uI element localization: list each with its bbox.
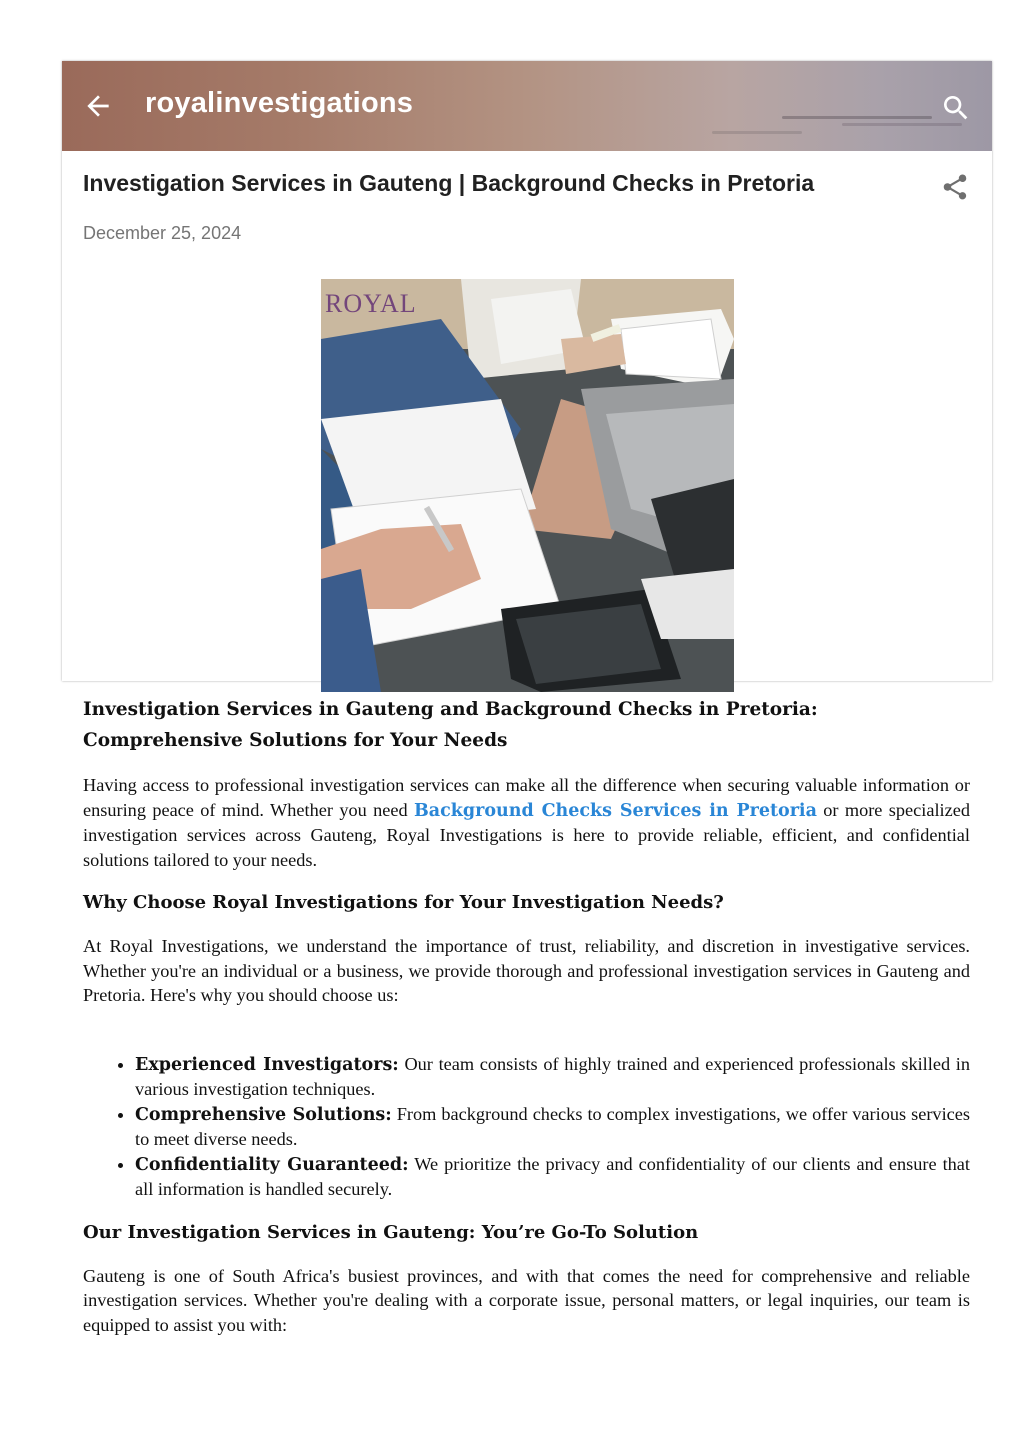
list-item: [135, 1052, 970, 1102]
reasons-list: [83, 1052, 970, 1202]
post-title: Investigation Services in Gauteng | Background Checks in Pretoria: [83, 170, 815, 196]
header-decoration: [712, 131, 802, 134]
why-paragraph: At Royal Investigations, we understand the importance of trust, reliability, and discretion in investigative services. Whether you're an individual or a business, we provide thorough and professional investigation services in Gauteng and Pretoria. Here's why you should choose us:: [83, 936, 970, 1005]
share-button[interactable]: [940, 172, 970, 202]
reason-title: Confidentiality Guaranteed:: [135, 1154, 409, 1175]
intro-paragraph: [83, 773, 970, 872]
arrow-back-icon: [82, 90, 114, 122]
reason-title: Experienced Investigators:: [135, 1054, 399, 1075]
post-date: December 25, 2024: [83, 223, 242, 243]
post-image: [321, 279, 734, 692]
list-item: [135, 1152, 970, 1202]
intro-text-after: or more specialized investigation services across Gauteng, Royal Investigations is here to provide reliable, efficient, and confidential solutions tailored to your needs.: [83, 799, 970, 870]
search-button[interactable]: [940, 92, 972, 124]
meeting-photo: [321, 279, 734, 692]
why-heading: Why Choose Royal Investigations for Your Investigation Needs?: [83, 892, 724, 913]
article-heading-line1: Investigation Services in Gauteng and Background Checks in Pretoria:: [83, 699, 818, 720]
article-heading: [83, 694, 970, 756]
services-heading: Our Investigation Services in Gauteng: You’re Go-To Solution: [83, 1221, 699, 1243]
blog-header: [62, 61, 992, 151]
image-brand-logo: ROYAL: [325, 289, 417, 318]
reason-text: Our team consists of highly trained and experienced professionals skilled in various investigation techniques.: [135, 1053, 970, 1099]
reason-text: From background checks to complex investigations, we offer various services to meet diverse needs.: [135, 1103, 970, 1149]
reason-text: We prioritize the privacy and confidentiality of our clients and ensure that all information is handled securely.: [135, 1153, 970, 1199]
header-decoration: [782, 116, 932, 119]
site-title[interactable]: royalinvestigations: [145, 87, 414, 119]
article-body: [83, 694, 970, 1337]
list-item: [135, 1102, 970, 1152]
back-button[interactable]: [82, 90, 114, 122]
article-heading-line2: Comprehensive Solutions for Your Needs: [83, 730, 508, 751]
background-checks-link[interactable]: Background Checks Services in Pretoria: [413, 800, 817, 821]
search-icon: [940, 92, 972, 124]
intro-text-before: Having access to professional investigation services can make all the difference when securing valuable information or ensuring peace of mind. Whether you need: [83, 775, 970, 820]
reason-title: Comprehensive Solutions:: [135, 1104, 392, 1125]
services-paragraph: Gauteng is one of South Africa's busiest provinces, and with that comes the need for comprehensive and reliable investigation services. Whether you're dealing with a corporate issue, personal matters, or legal inquiries, our team is equipped to assist you with:: [83, 1265, 970, 1335]
share-icon: [940, 172, 970, 202]
